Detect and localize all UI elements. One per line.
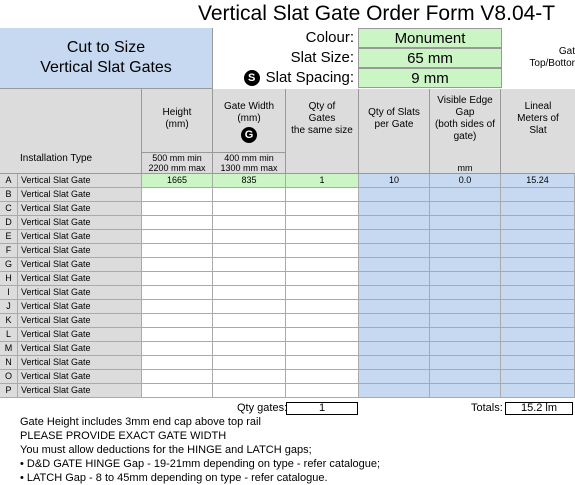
lineal-meters-value — [501, 314, 575, 328]
qty-slats-value — [359, 328, 430, 342]
qty-gates-total: 1 — [286, 402, 358, 415]
gate-width-input[interactable] — [213, 230, 286, 244]
gate-side-line-2: Top/Bottor — [529, 58, 575, 69]
gate-width-input[interactable] — [213, 202, 286, 216]
edge-gap-value — [430, 286, 501, 300]
row-letter: I — [0, 286, 18, 300]
note-3: You must allow deductions for the HINGE and LATCH gaps; — [20, 444, 312, 456]
row-letter: C — [0, 202, 18, 216]
lineal-meters-value — [501, 244, 575, 258]
table-row — [0, 314, 575, 328]
installation-type-cell: Vertical Slat Gate — [18, 356, 142, 370]
qty-slats-label: Qty of Slats per Gate — [368, 107, 420, 130]
qty-gates-input[interactable] — [286, 370, 359, 384]
edge-gap-label: Visible Edge Gap (both sides of gate) — [434, 95, 496, 142]
gate-width-input[interactable] — [213, 356, 286, 370]
qty-slats-value — [359, 272, 430, 286]
gate-width-input[interactable] — [213, 384, 286, 398]
height-input[interactable] — [142, 244, 213, 258]
table-row — [0, 342, 575, 356]
gate-width-input[interactable] — [213, 300, 286, 314]
qty-gates-input[interactable] — [286, 272, 359, 286]
gate-width-input[interactable] — [213, 244, 286, 258]
lineal-meters-value — [501, 356, 575, 370]
lineal-meters-value — [501, 202, 575, 216]
row-letter: K — [0, 314, 18, 328]
gate-width-input[interactable] — [213, 272, 286, 286]
cut-to-size-banner — [0, 28, 213, 89]
qty-slats-value — [359, 244, 430, 258]
table-row — [0, 300, 575, 314]
qty-gates-input[interactable]: 1 — [286, 174, 359, 188]
edge-gap-value — [430, 328, 501, 342]
table-row — [0, 174, 575, 188]
qty-gates-input[interactable] — [286, 384, 359, 398]
installation-type-cell: Vertical Slat Gate — [18, 300, 142, 314]
height-input[interactable] — [142, 286, 213, 300]
width-max: 1300 mm max — [220, 163, 278, 173]
table-row — [0, 216, 575, 230]
qty-slats-value — [359, 356, 430, 370]
table-row — [0, 188, 575, 202]
lineal-meters-value — [501, 258, 575, 272]
table-row — [0, 328, 575, 342]
installation-type-cell: Vertical Slat Gate — [18, 342, 142, 356]
lineal-meters-value — [501, 216, 575, 230]
qty-gates-input[interactable] — [286, 216, 359, 230]
gate-side-line-1: Gat — [558, 46, 575, 57]
header-height — [142, 89, 213, 174]
height-input[interactable] — [142, 314, 213, 328]
banner-line-2: Vertical Slat Gates — [40, 59, 172, 76]
totals-label: Totals: — [471, 402, 503, 414]
table-row — [0, 244, 575, 258]
height-input[interactable] — [142, 300, 213, 314]
gate-width-input[interactable] — [213, 286, 286, 300]
edge-gap-value — [430, 230, 501, 244]
qty-gates-input[interactable] — [286, 300, 359, 314]
edge-gap-value — [430, 272, 501, 286]
edge-gap-unit: mm — [457, 163, 473, 173]
qty-gates-footer-label: Qty gates: — [237, 402, 288, 414]
lineal-meters-value — [501, 272, 575, 286]
slat-spacing-label: Slat Spacing: — [265, 69, 354, 86]
table-row — [0, 370, 575, 384]
header-gate-width — [213, 89, 286, 174]
qty-gates-input[interactable] — [286, 202, 359, 216]
row-letter: L — [0, 328, 18, 342]
table-row — [0, 356, 575, 370]
qty-gates-input[interactable] — [286, 258, 359, 272]
width-min: 400 mm min — [213, 152, 285, 163]
installation-type-cell: Vertical Slat Gate — [18, 328, 142, 342]
lineal-meters-value — [501, 286, 575, 300]
lineal-meters-value — [501, 370, 575, 384]
height-input[interactable] — [142, 356, 213, 370]
table-row — [0, 230, 575, 244]
header-lineal-meters — [501, 89, 575, 174]
row-letter: M — [0, 342, 18, 356]
row-letter: D — [0, 216, 18, 230]
edge-gap-value — [430, 370, 501, 384]
height-input[interactable] — [142, 216, 213, 230]
table-row — [0, 286, 575, 300]
gate-width-label: Gate Width (mm) — [223, 101, 275, 124]
lineal-meters-value — [501, 230, 575, 244]
qty-slats-value — [359, 202, 430, 216]
qty-gates-input[interactable] — [286, 328, 359, 342]
slat-size-label: Slat Size: — [290, 49, 354, 66]
row-letter: E — [0, 230, 18, 244]
slat-spacing-label-wrap — [213, 68, 358, 88]
height-input[interactable] — [142, 342, 213, 356]
slat-spacing-field[interactable]: 9 mm — [358, 68, 502, 88]
installation-type-cell: Vertical Slat Gate — [18, 216, 142, 230]
row-letter: O — [0, 370, 18, 384]
height-min: 500 mm min — [142, 152, 212, 163]
qty-slats-value — [359, 286, 430, 300]
height-input[interactable] — [142, 272, 213, 286]
installation-type-cell: Vertical Slat Gate — [18, 314, 142, 328]
qty-slats-value — [359, 370, 430, 384]
qty-gates-input[interactable] — [286, 230, 359, 244]
lineal-meters-value — [501, 328, 575, 342]
installation-type-cell: Vertical Slat Gate — [18, 258, 142, 272]
gate-side-note — [503, 28, 575, 89]
installation-type-cell: Vertical Slat Gate — [18, 384, 142, 398]
installation-type-cell: Vertical Slat Gate — [18, 272, 142, 286]
qty-gates-input[interactable] — [286, 286, 359, 300]
lineal-label: Lineal Meters of Slat — [517, 101, 559, 136]
qty-gates-input[interactable] — [286, 342, 359, 356]
edge-gap-value — [430, 244, 501, 258]
edge-gap-value — [430, 384, 501, 398]
installation-type-cell: Vertical Slat Gate — [18, 174, 142, 188]
qty-slats-value: 10 — [359, 174, 430, 188]
gate-width-input[interactable] — [213, 342, 286, 356]
gate-width-g-icon: G — [241, 127, 257, 143]
edge-gap-value — [430, 356, 501, 370]
edge-gap-value — [430, 258, 501, 272]
row-letter: N — [0, 356, 18, 370]
height-input[interactable] — [142, 384, 213, 398]
row-letter: A — [0, 174, 18, 188]
qty-gates-input[interactable] — [286, 244, 359, 258]
gate-width-input[interactable] — [213, 370, 286, 384]
qty-gates-input[interactable] — [286, 356, 359, 370]
colour-field[interactable]: Monument — [358, 28, 502, 48]
edge-gap-value — [430, 314, 501, 328]
note-4: • D&D GATE HINGE Gap - 19-21mm depending on type - refer catalogue; — [20, 458, 381, 470]
table-row — [0, 258, 575, 272]
installation-type-cell: Vertical Slat Gate — [18, 370, 142, 384]
edge-gap-value: 0.0 — [430, 174, 501, 188]
height-input[interactable] — [142, 328, 213, 342]
row-letter: G — [0, 258, 18, 272]
installation-type-label: Installation Type — [20, 153, 93, 164]
lineal-meters-value — [501, 188, 575, 202]
gate-width-input[interactable] — [213, 216, 286, 230]
lineal-meters-value — [501, 300, 575, 314]
colour-label: Colour: — [305, 29, 354, 46]
gate-width-input[interactable]: 835 — [213, 174, 286, 188]
row-letter: F — [0, 244, 18, 258]
table-row — [0, 272, 575, 286]
totals-value: 15.2 lm — [505, 402, 573, 415]
row-letter: B — [0, 188, 18, 202]
slat-spacing-s-icon: S — [244, 70, 260, 86]
banner-line-1: Cut to Size — [66, 39, 146, 56]
gate-width-input[interactable] — [213, 314, 286, 328]
edge-gap-value — [430, 202, 501, 216]
slat-size-field[interactable]: 65 mm — [358, 48, 502, 68]
qty-gates-input[interactable] — [286, 314, 359, 328]
installation-type-cell: Vertical Slat Gate — [18, 230, 142, 244]
gate-width-input[interactable] — [213, 188, 286, 202]
note-2: PLEASE PROVIDE EXACT GATE WIDTH — [20, 430, 227, 442]
gate-width-input[interactable] — [213, 328, 286, 342]
lineal-meters-value — [501, 342, 575, 356]
qty-slats-value — [359, 342, 430, 356]
qty-gates-label: Qty of Gates the same size — [291, 101, 353, 136]
qty-slats-value — [359, 384, 430, 398]
height-input[interactable] — [142, 370, 213, 384]
lineal-meters-value — [501, 384, 575, 398]
header-edge-gap — [430, 89, 501, 174]
installation-type-cell: Vertical Slat Gate — [18, 244, 142, 258]
installation-type-cell: Vertical Slat Gate — [18, 202, 142, 216]
header-qty-gates — [286, 89, 359, 174]
height-label: Height (mm) — [162, 107, 192, 130]
form-title: Vertical Slat Gate Order Form V8.04-T — [198, 2, 556, 25]
installation-type-cell: Vertical Slat Gate — [18, 286, 142, 300]
height-input[interactable]: 1665 — [142, 174, 213, 188]
height-input[interactable] — [142, 188, 213, 202]
table-row — [0, 384, 575, 398]
qty-slats-value — [359, 258, 430, 272]
installation-type-cell: Vertical Slat Gate — [18, 188, 142, 202]
edge-gap-value — [430, 342, 501, 356]
table-row — [0, 202, 575, 216]
row-letter: J — [0, 300, 18, 314]
qty-slats-value — [359, 300, 430, 314]
header-installation-type — [0, 89, 142, 174]
height-input[interactable] — [142, 202, 213, 216]
qty-slats-value — [359, 230, 430, 244]
edge-gap-value — [430, 216, 501, 230]
qty-slats-value — [359, 188, 430, 202]
edge-gap-value — [430, 188, 501, 202]
height-max: 2200 mm max — [148, 163, 206, 173]
row-letter: H — [0, 272, 18, 286]
height-input[interactable] — [142, 258, 213, 272]
note-5: • LATCH Gap - 8 to 45mm depending on type - refer catalogue. — [20, 472, 328, 484]
qty-gates-input[interactable] — [286, 188, 359, 202]
edge-gap-value — [430, 300, 501, 314]
header-qty-slats — [359, 89, 430, 174]
lineal-meters-value: 15.24 — [501, 174, 575, 188]
height-input[interactable] — [142, 230, 213, 244]
note-1: Gate Height includes 3mm end cap above top rail — [20, 416, 261, 428]
gate-width-input[interactable] — [213, 258, 286, 272]
row-letter: P — [0, 384, 18, 398]
qty-slats-value — [359, 216, 430, 230]
qty-slats-value — [359, 314, 430, 328]
